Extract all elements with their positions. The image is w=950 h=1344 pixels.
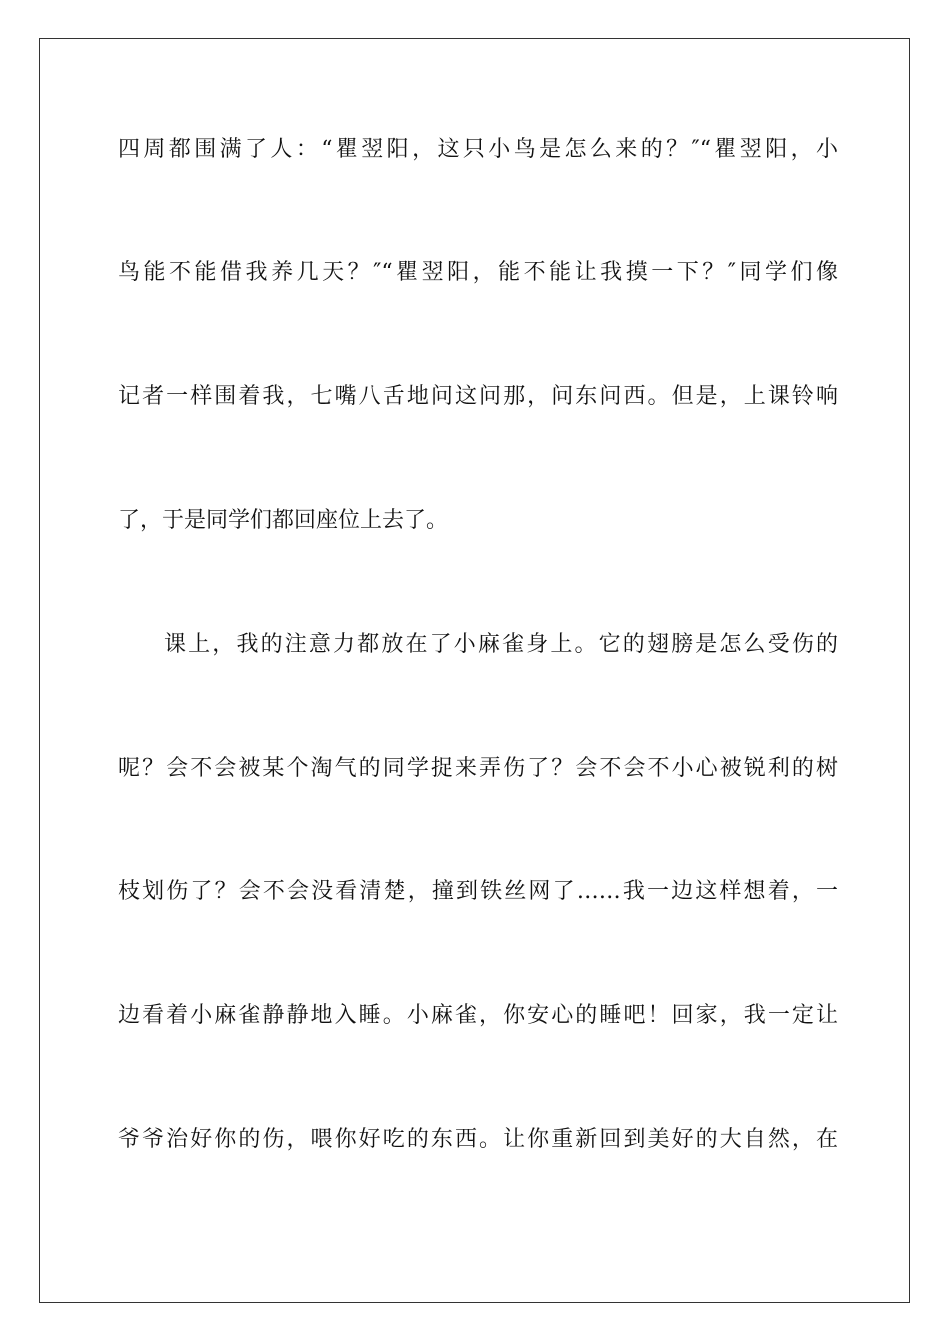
paragraph-line: 了，于是同学们都回座位上去了。 <box>118 508 449 533</box>
page-frame <box>39 38 910 1303</box>
paragraph-line: 边看着小麻雀静静地入睡。小麻雀，你安心的睡吧！回家，我一定让 <box>118 1003 838 1028</box>
paragraph-line: 鸟能不能借我养几天？″“瞿翌阳，能不能让我摸一下？″同学们像 <box>118 260 838 285</box>
paragraph-line: 爷爷治好你的伤，喂你好吃的东西。让你重新回到美好的大自然，在 <box>118 1127 838 1152</box>
paragraph-line: 呢？会不会被某个淘气的同学捉来弄伤了？会不会不小心被锐利的树 <box>118 756 838 781</box>
paragraph-line: 课上，我的注意力都放在了小麻雀身上。它的翅膀是怎么受伤的 <box>164 632 838 657</box>
paragraph-line: 四周都围满了人：“瞿翌阳，这只小鸟是怎么来的？″“瞿翌阳，小 <box>118 137 838 162</box>
paragraph-line: 枝划伤了？会不会没看清楚，撞到铁丝网了……我一边这样想着，一 <box>118 879 838 904</box>
paragraph-line: 记者一样围着我，七嘴八舌地问这问那，问东问西。但是，上课铃响 <box>118 384 838 409</box>
